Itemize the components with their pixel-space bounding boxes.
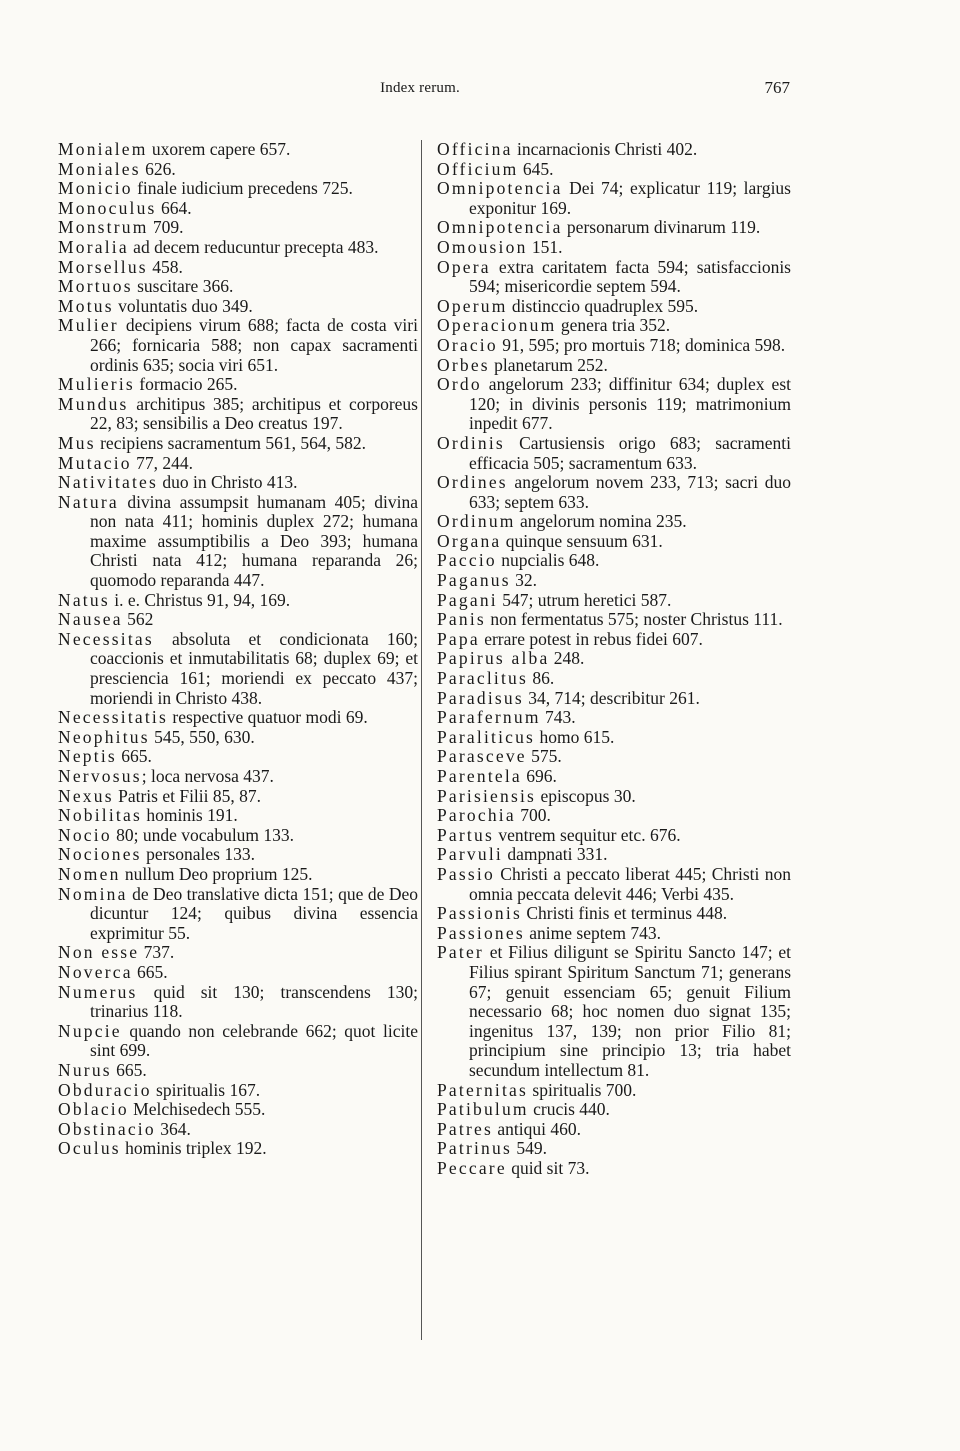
index-entry — [437, 649, 791, 669]
index-entry — [58, 610, 418, 630]
index-entry-headword: Panis — [437, 609, 486, 630]
index-entry — [58, 493, 418, 591]
index-entry-references: 151. — [527, 236, 563, 257]
index-entry-references: 32. — [510, 570, 537, 591]
index-entry-headword: Parisiensis — [437, 785, 537, 806]
index-entry-headword: Parochia — [437, 805, 516, 826]
index-entry — [58, 375, 418, 395]
index-entry-headword: Parafernum — [437, 707, 541, 728]
index-entry — [437, 434, 791, 473]
index-entry-references: homo 615. — [535, 726, 615, 747]
index-entry — [437, 865, 791, 904]
index-entry — [437, 904, 791, 924]
index-entry-references: 458. — [147, 256, 183, 277]
index-entry-headword: Parentela — [437, 766, 522, 786]
index-entry — [437, 943, 791, 1080]
index-entry — [58, 140, 418, 160]
index-entry — [437, 179, 791, 218]
index-entry-references: Melchisedech 555. — [128, 1099, 266, 1120]
index-entry-headword: Patres — [437, 1118, 493, 1139]
index-entry — [58, 238, 418, 258]
index-entry-references: 700. — [515, 805, 551, 826]
index-entry — [437, 1081, 791, 1101]
index-entry-headword: Mulieris — [58, 374, 135, 395]
index-entry-references: 626. — [140, 158, 176, 179]
index-entry — [58, 1061, 418, 1081]
index-entry-headword: Mortuos — [58, 276, 133, 297]
index-entry-references: Christi a peccato liberat 445; Christi non omnia peccata delevit 446; Verbi 435. — [469, 863, 791, 904]
index-entry — [437, 1159, 791, 1179]
index-entry-references: 664. — [156, 197, 192, 218]
index-entry-references: spiritualis 167. — [151, 1079, 261, 1100]
index-entry-references: 645. — [518, 158, 554, 179]
index-entry-headword: Neophitus — [58, 726, 150, 747]
index-entry-references: 696. — [521, 766, 557, 786]
index-entry-headword: Nomen — [58, 863, 121, 884]
index-entry-headword: Monialem — [58, 139, 148, 159]
index-entry-references: dampnati 331. — [502, 844, 608, 865]
index-entry-headword: Mus — [58, 432, 96, 453]
index-entry-headword: Non esse — [58, 942, 140, 963]
index-entry-references: recipiens sacramentum 561, 564, 582. — [95, 432, 366, 453]
index-entry — [58, 454, 418, 474]
index-entry-references: Dei 74; explicatur 119; largius exponitur 169. — [469, 178, 791, 218]
index-entry — [58, 806, 418, 826]
index-entry-references: personales 133. — [141, 844, 255, 865]
index-entry-references: angelorum 233; diffinitur 634; duplex est 120; in divinis personis 119; matrimonium inpedit 677. — [469, 374, 791, 434]
index-entry-headword: Patrinus — [437, 1138, 512, 1159]
index-entry-headword: Paccio — [437, 550, 497, 571]
index-entry — [437, 512, 791, 532]
index-entry-headword: Patibulum — [437, 1099, 529, 1120]
index-entry — [58, 826, 418, 846]
index-entry-headword: Necessitatis — [58, 707, 168, 728]
index-entry — [437, 551, 791, 571]
index-entry-headword: Mundus — [58, 393, 129, 414]
index-entry-headword: Paternitas — [437, 1079, 529, 1100]
index-entry-headword: Paraliticus — [437, 726, 536, 747]
index-entry-references: respective quatuor modi 69. — [168, 707, 368, 728]
index-entry-headword: Nervosus — [58, 766, 142, 786]
index-entry-headword: Ordinum — [437, 511, 516, 532]
index-entry — [437, 610, 791, 630]
index-entry-headword: Neptis — [58, 746, 117, 767]
index-entry-headword: Moniales — [58, 158, 141, 179]
index-entry-references: crucis 440. — [528, 1099, 610, 1120]
index-entry-references: 91, 595; pro mortuis 718; dominica 598. — [497, 334, 786, 355]
index-entry-references: personarum divinarum 119. — [562, 217, 761, 238]
index-entry — [437, 1120, 791, 1140]
index-entry-headword: Paganus — [437, 570, 511, 591]
index-entry-headword: Papirus alba — [437, 648, 550, 669]
index-entry-headword: Nausea — [58, 609, 123, 630]
index-entry-headword: Natus — [58, 589, 110, 610]
index-entry-references: angelorum novem 233, 713; sacri duo 633; septem 633. — [469, 472, 791, 512]
index-entry — [437, 297, 791, 317]
index-entry-headword: Officium — [437, 158, 519, 179]
index-entry-references: extra caritatem facta 594; satisfaccionis 594; misericordie septem 594. — [469, 256, 791, 297]
index-entry — [437, 238, 791, 258]
index-entry-headword: Obstinacio — [58, 1118, 156, 1139]
index-entry-headword: Peccare — [437, 1157, 507, 1178]
index-entry — [58, 865, 418, 885]
index-entry — [58, 1081, 418, 1101]
index-entry-references: ad decem reducuntur precepta 483. — [128, 236, 379, 257]
index-entry-references: i. e. Christus 91, 94, 169. — [109, 589, 291, 610]
index-entry-references: ; loca nervosa 437. — [141, 766, 274, 786]
index-entry — [437, 473, 791, 512]
index-entry-references: duo in Christo 413. — [158, 472, 298, 493]
index-entry — [437, 806, 791, 826]
index-entry-references: 547; utrum heretici 587. — [497, 589, 672, 610]
index-entry-headword: Passio — [437, 863, 495, 884]
index-entry — [58, 728, 418, 748]
index-entry-references: 562 — [122, 609, 154, 630]
index-entry-references: finale iudicium precedens 725. — [132, 178, 353, 199]
index-entry — [58, 708, 418, 728]
index-entry-references: quinque sensuum 631. — [501, 530, 663, 551]
index-entry-headword: Nociones — [58, 844, 142, 865]
index-entry-references: de Deo translative dicta 151; que de Deo dicuntur 124; quibus divina essencia exprimitur 55. — [90, 883, 418, 943]
index-entry-references: 743. — [540, 707, 576, 728]
index-entry-headword: Papa — [437, 628, 480, 649]
index-entry-headword: Ordines — [437, 472, 508, 493]
index-entry-references: Patris et Filii 85, 87. — [113, 785, 262, 806]
index-entry-references: 549. — [511, 1138, 547, 1159]
index-entry-references: voluntatis duo 349. — [113, 295, 253, 316]
index-entry — [437, 1100, 791, 1120]
index-entry-references: 709. — [148, 217, 184, 238]
index-entry — [58, 473, 418, 493]
index-entry — [58, 983, 418, 1022]
index-entry-headword: Parvuli — [437, 844, 503, 865]
index-entry-headword: Monicio — [58, 178, 133, 199]
index-entry-references: nupcialis 648. — [496, 550, 600, 571]
index-entry-references: 80; unde vocabulum 133. — [111, 824, 295, 845]
index-entry-references: genera tria 352. — [556, 315, 671, 336]
index-entry — [58, 316, 418, 375]
index-entry-references: errare potest in rebus fidei 607. — [479, 628, 703, 649]
index-entry-references: 86. — [528, 668, 555, 689]
index-entry-references: 77, 244. — [131, 452, 193, 473]
index-entry — [437, 375, 791, 434]
index-entry — [437, 356, 791, 376]
index-entry — [58, 1120, 418, 1140]
index-entry — [437, 571, 791, 591]
index-entry-headword: Passiones — [437, 922, 525, 943]
index-entry-references: 665. — [132, 961, 168, 982]
index-entry-headword: Pagani — [437, 589, 498, 610]
index-entry-headword: Obduracio — [58, 1079, 152, 1100]
index-entry-headword: Monstrum — [58, 217, 149, 238]
index-entry-references: uxorem capere 657. — [147, 139, 291, 159]
index-entry-headword: Parasceve — [437, 746, 527, 767]
index-entry-headword: Ordinis — [437, 432, 505, 453]
index-entry-headword: Numerus — [58, 981, 138, 1002]
index-entry — [58, 258, 418, 278]
index-entry-headword: Omnipotencia — [437, 178, 563, 199]
index-entry-references: 665. — [116, 746, 152, 767]
index-entry — [58, 845, 418, 865]
index-entry — [437, 630, 791, 650]
index-entry — [58, 395, 418, 434]
index-entry — [58, 160, 418, 180]
index-entry-references: decipiens virum 688; facta de costa viri 266; fornicaria 588; non capax sacramenti ordinis 635; socia viri 651. — [90, 315, 418, 375]
index-entry-headword: Operacionum — [437, 315, 557, 336]
index-entry-references: suscitare 366. — [132, 276, 234, 297]
index-entry-headword: Moralia — [58, 236, 129, 257]
index-entry-references: Cartusiensis origo 683; sacramenti efficacia 505; sacramentum 633. — [469, 432, 791, 473]
column-divider — [421, 140, 422, 1340]
index-entry-references: quando non celebrande 662; quot licite sint 699. — [90, 1020, 418, 1061]
index-entry-references: absoluta et condicionata 160; coaccionis et inmutabilitatis 68; duplex 69; et presciencia 161; moriendi ex peccato 437; moriendi in Christo 438. — [90, 628, 418, 708]
index-entry — [437, 826, 791, 846]
index-entry-headword: Noverca — [58, 961, 133, 982]
index-entry-headword: Necessitas — [58, 628, 154, 649]
index-entry — [58, 1139, 418, 1159]
index-entry — [437, 218, 791, 238]
index-entry-headword: Oblacio — [58, 1099, 129, 1120]
index-entry-headword: Paraclitus — [437, 668, 529, 689]
index-entry — [58, 767, 418, 787]
index-entry-headword: Nobilitas — [58, 805, 142, 826]
index-entry-references: 364. — [155, 1118, 191, 1139]
index-entry-references: 545, 550, 630. — [149, 726, 255, 747]
index-entry-references: et Filius diligunt se Spiritu Sancto 147; et Filius spirant Spiritum Sanctum 71; generans 67; genuit essenciam 65; genuit Filium necessario 68; hoc nomen duo signat 135; ingenitus 137, 139; non prior Filio 81; principium sine principio 13; tria habet secundum intellectum 81. — [469, 942, 791, 1080]
index-entry-references: hominis triplex 192. — [120, 1138, 267, 1159]
index-entry-headword: Mutacio — [58, 452, 132, 473]
index-entry — [437, 669, 791, 689]
index-entry-references: 665. — [111, 1059, 147, 1080]
index-entry-headword: Passionis — [437, 903, 522, 924]
index-entry-references: antiqui 460. — [492, 1118, 581, 1139]
index-entry-references: quid sit 73. — [506, 1157, 590, 1178]
index-entry-headword: Natura — [58, 491, 119, 512]
index-entry — [437, 708, 791, 728]
index-entry-headword: Nativitates — [58, 472, 159, 493]
index-entry-references: episcopus 30. — [536, 785, 636, 806]
index-entry-references: non fermentatus 575; noster Christus 111. — [485, 609, 783, 630]
index-entry — [437, 1139, 791, 1159]
index-entry-references: nullum Deo proprium 125. — [120, 863, 313, 884]
index-entry — [437, 258, 791, 297]
index-entry-references: 248. — [549, 648, 585, 669]
index-entry — [437, 140, 791, 160]
page-number: 767 — [764, 78, 790, 97]
index-entry — [58, 277, 418, 297]
index-entry — [437, 316, 791, 336]
index-entry — [58, 963, 418, 983]
index-entry — [437, 728, 791, 748]
index-entry-references: hominis 191. — [141, 805, 238, 826]
index-entry — [58, 885, 418, 944]
index-entry-references: 575. — [526, 746, 562, 767]
index-entry-headword: Paradisus — [437, 687, 524, 708]
index-entry-references: angelorum nomina 235. — [515, 511, 687, 532]
index-entry-headword: Mulier — [58, 315, 119, 336]
index-entry — [437, 767, 791, 787]
index-entry-headword: Ordo — [437, 374, 482, 395]
index-entry-references: 737. — [139, 942, 175, 963]
index-entry — [437, 160, 791, 180]
index-entry-references: Christi finis et terminus 448. — [521, 903, 728, 924]
index-entry — [437, 747, 791, 767]
index-entry-references: distinccio quadruplex 595. — [507, 295, 699, 316]
index-entry-headword: Officina — [437, 139, 513, 159]
index-entry — [437, 336, 791, 356]
index-entry — [58, 1022, 418, 1061]
index-entry-references: architipus 385; architipus et corporeus 22, 83; sensibilis a Deo creatus 197. — [90, 393, 418, 434]
index-entry — [58, 297, 418, 317]
index-entry — [437, 591, 791, 611]
index-entry — [437, 787, 791, 807]
index-entry-headword: Omousion — [437, 236, 528, 257]
index-entry-headword: Oculus — [58, 1138, 121, 1159]
index-entry-references: quid sit 130; transcendens 130; trinarius 118. — [90, 981, 418, 1022]
index-entry-headword: Omnipotencia — [437, 217, 563, 238]
index-entry — [58, 630, 418, 708]
index-entry — [58, 218, 418, 238]
index-entry-references: divina assumpsit humanam 405; divina non nata 411; hominis duplex 272; humana maxime assumptibilis a Deo 393; humana Christi nata 412; humana reparanda 26; quomodo reparanda 447. — [90, 491, 418, 591]
index-entry — [437, 845, 791, 865]
index-entry-headword: Nexus — [58, 785, 114, 806]
running-header: Index rerum. — [380, 80, 460, 96]
index-entry-references: planetarum 252. — [489, 354, 608, 375]
index-entry-headword: Operum — [437, 295, 508, 316]
index-entry-references: anime septem 743. — [524, 922, 661, 943]
index-entry-headword: Monoculus — [58, 197, 157, 218]
index-entry-references: incarnacionis Christi 402. — [512, 139, 698, 159]
index-entry-references: formacio 265. — [134, 374, 238, 395]
index-entry-references: spiritualis 700. — [528, 1079, 637, 1100]
index-entry — [58, 434, 418, 454]
index-entry — [58, 747, 418, 767]
index-entry-headword: Oracio — [437, 334, 498, 355]
index-entry — [437, 532, 791, 552]
index-entry-headword: Organa — [437, 530, 502, 551]
index-entry — [437, 924, 791, 944]
index-entry-headword: Partus — [437, 824, 494, 845]
index-entry-references: 34, 714; describitur 261. — [523, 687, 700, 708]
index-entry — [58, 787, 418, 807]
index-entry-headword: Morsellus — [58, 256, 148, 277]
index-entry-headword: Nurus — [58, 1059, 112, 1080]
index-entry — [437, 689, 791, 709]
index-entry — [58, 179, 418, 199]
index-entry-headword: Pater — [437, 942, 484, 963]
index-entry-headword: Motus — [58, 295, 114, 316]
index-entry-headword: Nomina — [58, 883, 128, 904]
index-entry-references: ventrem sequitur etc. 676. — [493, 824, 681, 845]
index-entry — [58, 591, 418, 611]
index-entry — [58, 1100, 418, 1120]
index-entry-headword: Nupcie — [58, 1020, 122, 1041]
index-column-left — [58, 140, 418, 1159]
index-entry-headword: Orbes — [437, 354, 490, 375]
index-entry-headword: Nocio — [58, 824, 112, 845]
index-entry — [58, 199, 418, 219]
index-entry-headword: Opera — [437, 256, 491, 277]
index-entry — [58, 943, 418, 963]
index-column-right — [437, 140, 791, 1178]
